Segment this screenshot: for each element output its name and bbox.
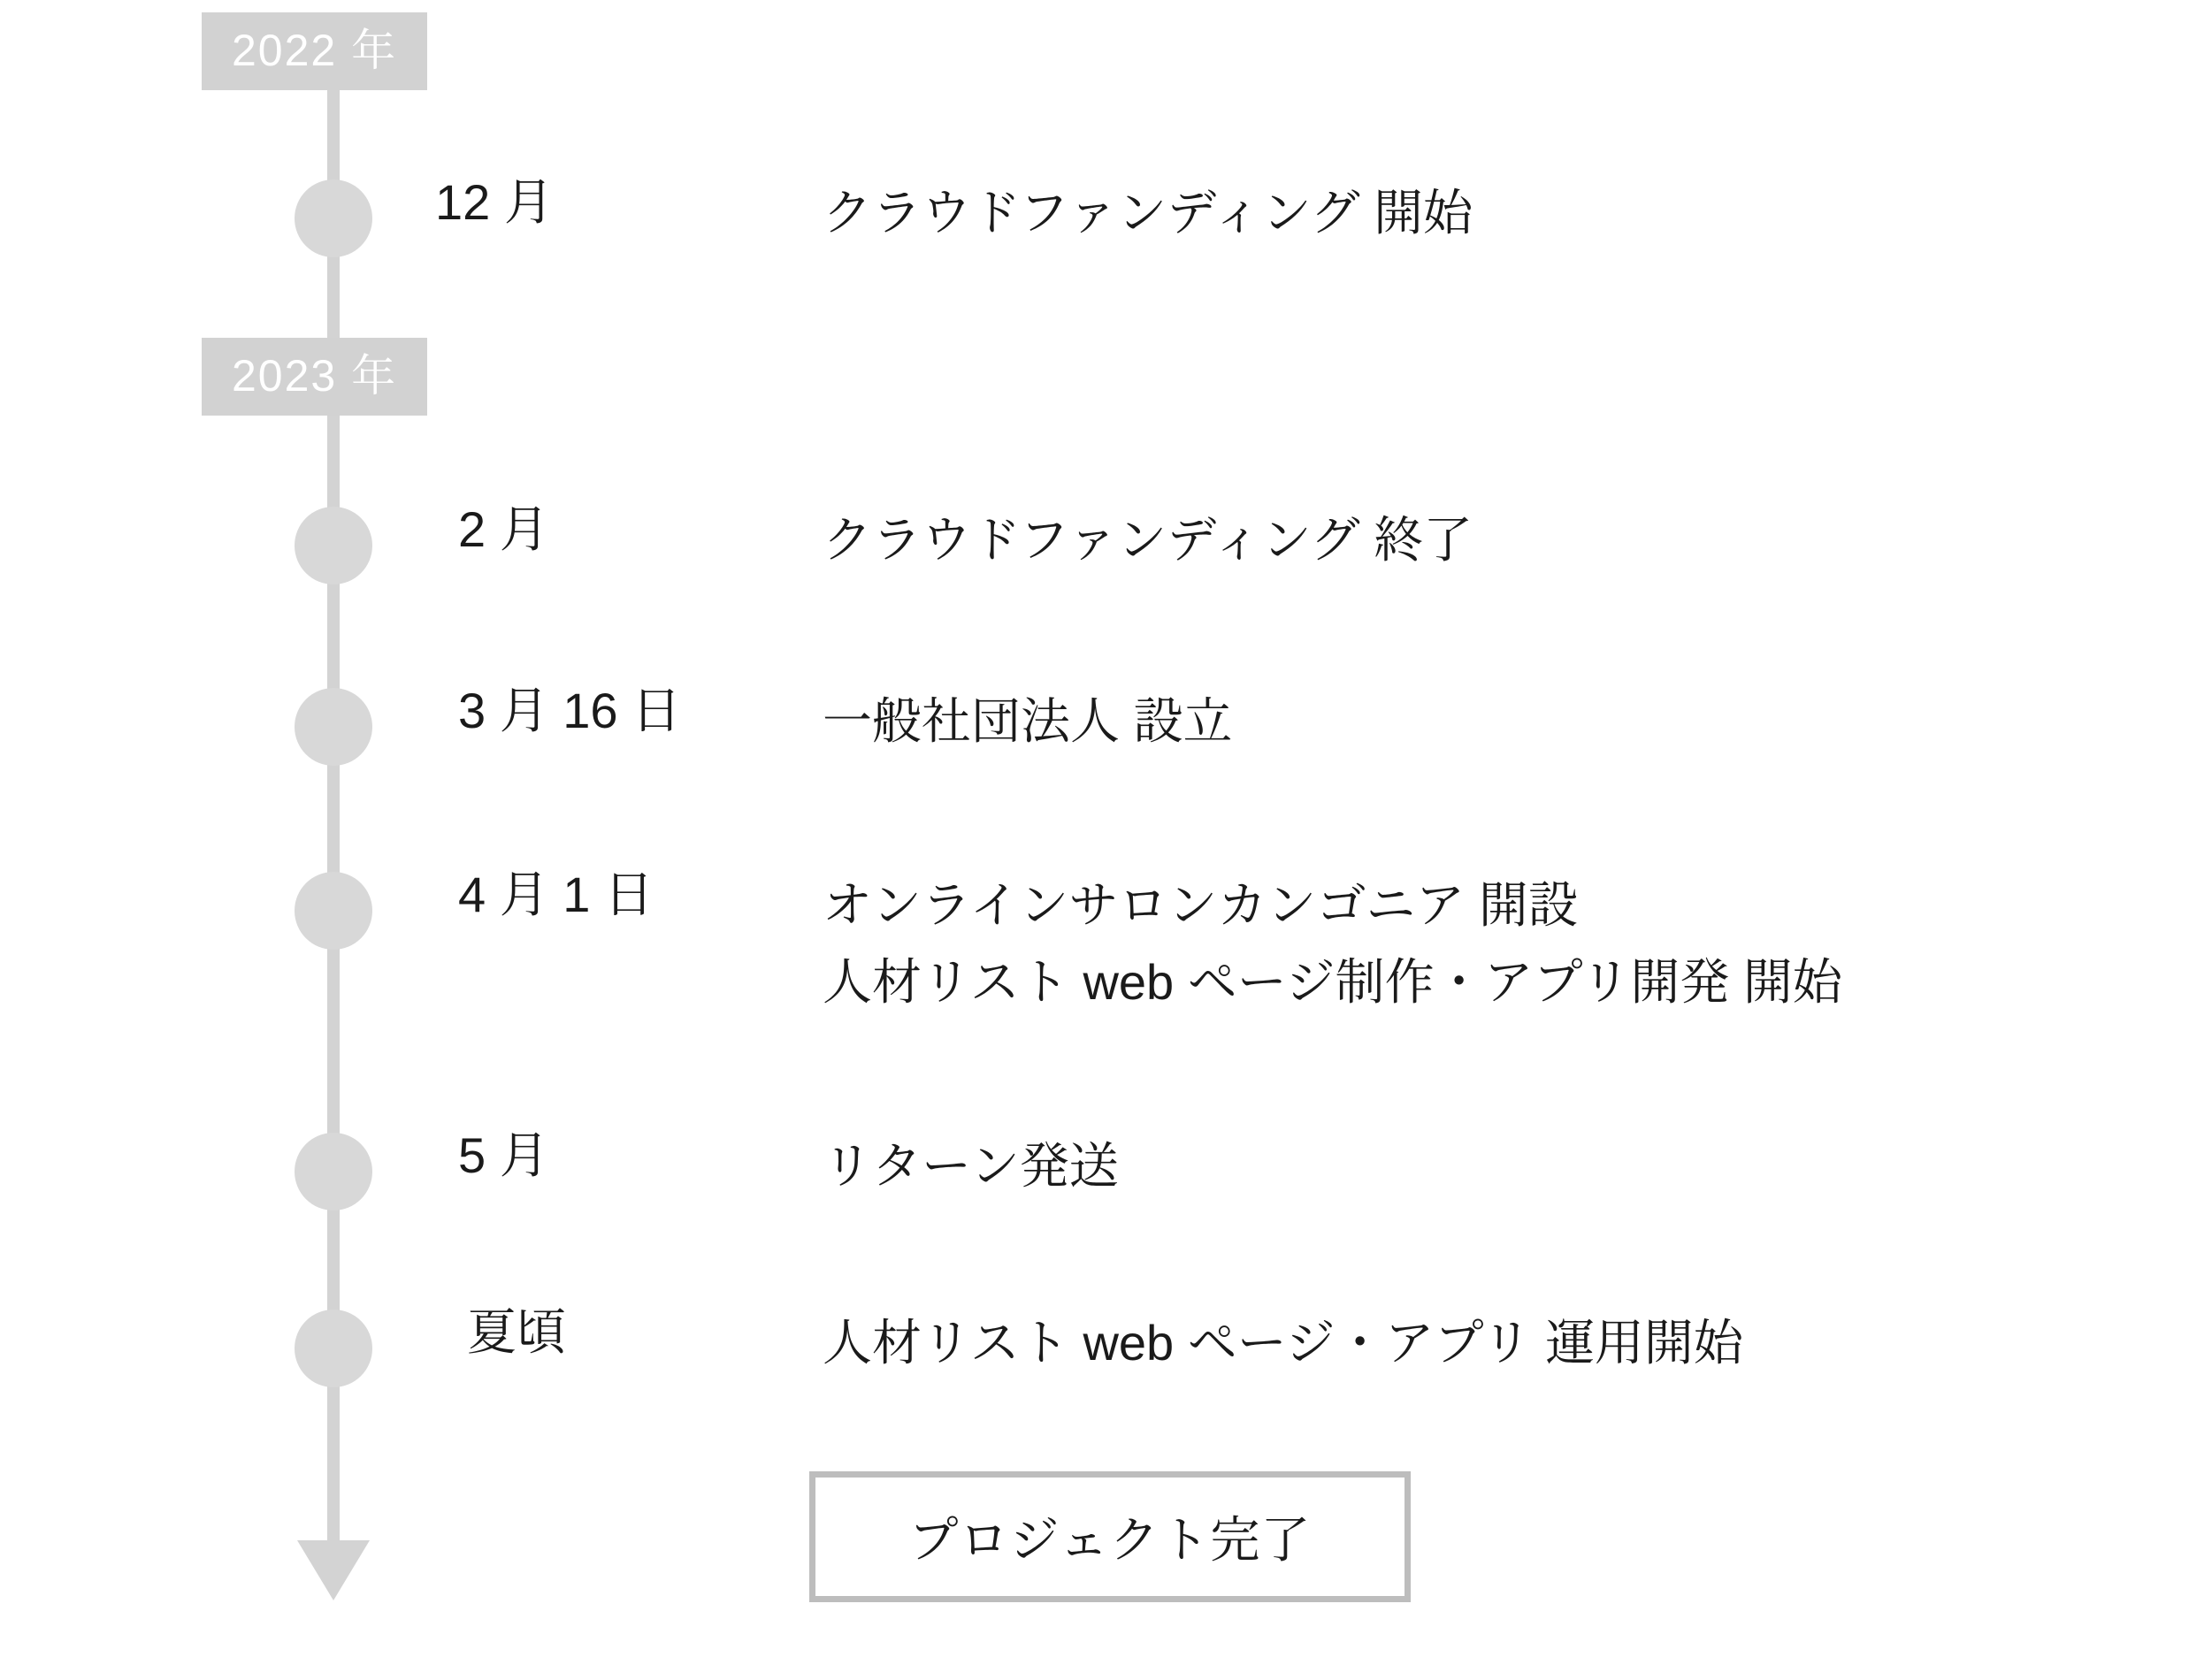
event-description: オンラインサロンカンゴニア 開設	[823, 877, 1578, 933]
year-label-2022: 2022 年	[202, 12, 427, 90]
project-completion-label: プロジェクト完了	[908, 1512, 1312, 1568]
timeline-dot-icon	[295, 179, 372, 257]
timeline-dot-icon	[295, 1310, 372, 1387]
event-date: 12 月	[435, 174, 554, 230]
event-description: クラウドファンディング 終了	[823, 512, 1473, 568]
year-label-2023: 2023 年	[202, 338, 427, 416]
project-completion-box	[809, 1471, 1411, 1602]
event-description: リターン発送	[823, 1138, 1119, 1194]
timeline-dot-icon	[295, 1133, 372, 1210]
event-description: 一般社団法人 設立	[823, 693, 1233, 749]
event-date: 3 月 16 日	[458, 683, 682, 738]
event-description: 人材リスト web ページ・アプリ 運用開始	[823, 1315, 1743, 1371]
timeline-arrow-icon	[297, 1540, 370, 1600]
event-description: クラウドファンディング 開始	[823, 185, 1473, 241]
event-date: 2 月	[458, 501, 549, 557]
event-date: 4 月 1 日	[458, 867, 654, 922]
event-date: 夏頃	[467, 1304, 566, 1360]
timeline-dot-icon	[295, 507, 372, 584]
event-description-secondary: 人材リスト web ページ制作・アプリ開発 開始	[823, 953, 1842, 1010]
event-description-group	[823, 867, 1842, 1021]
event-date: 5 月	[458, 1127, 549, 1183]
timeline-dot-icon	[295, 688, 372, 766]
timeline-dot-icon	[295, 872, 372, 950]
